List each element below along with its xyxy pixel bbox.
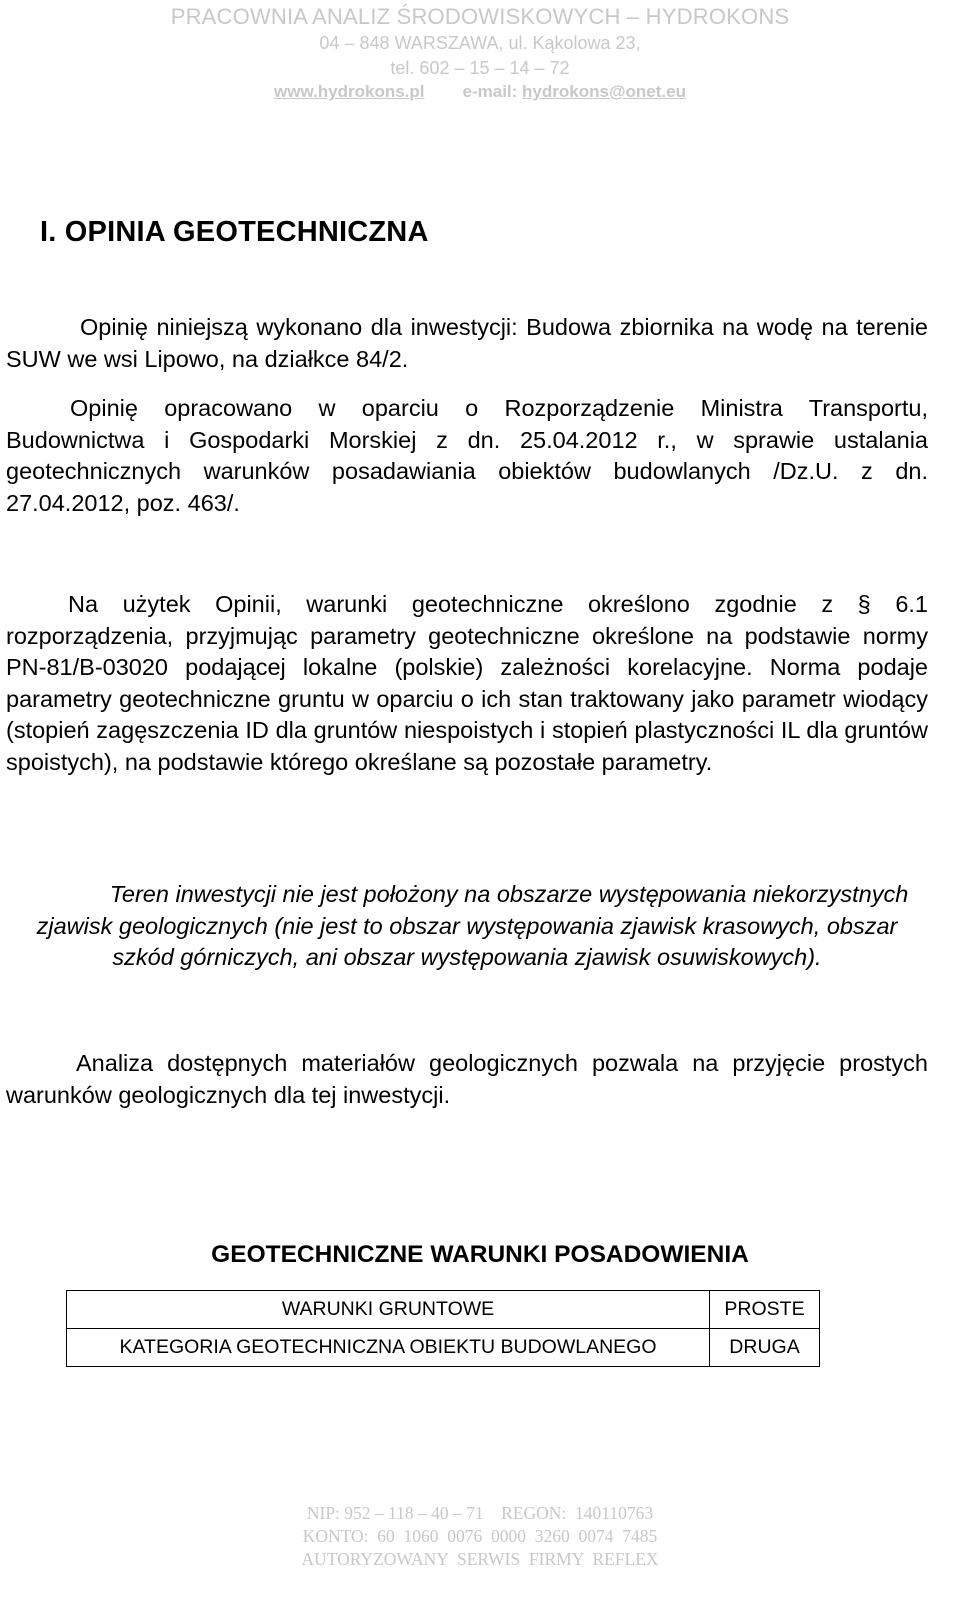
company-phone: tel. 602 – 15 – 14 – 72 bbox=[390, 58, 570, 78]
geotechnical-category-value: DRUGA bbox=[710, 1329, 820, 1367]
investment-paragraph bbox=[6, 312, 928, 375]
footer-authorization: AUTORYZOWANY SERWIS FIRMY REFLEX bbox=[301, 1549, 659, 1569]
conditions-heading: GEOTECHNICZNE WARUNKI POSADOWIENIA bbox=[211, 1241, 749, 1268]
footer-tax-ids: NIP: 952 – 118 – 40 – 71 REGON: 140110763 bbox=[306, 1503, 654, 1523]
regulation-text: Opinię opracowano w oparciu o Rozporządzenie Ministra Transportu, Budownictwa i Gospodarki Morskiej z dn. 25.04.2012 r., w sprawie ustalania geotechnicznych warunków posadawiania obiektów budowlanych /Dz.U. z dn. 27.04.2012, poz. 463/. bbox=[6, 395, 928, 516]
table-row bbox=[67, 1291, 820, 1329]
email-link[interactable]: hydrokons@onet.eu bbox=[522, 82, 686, 101]
hazards-paragraph bbox=[6, 879, 928, 974]
conditions-table bbox=[66, 1290, 820, 1367]
norm-text-a: Na użytek Opinii, warunki geotechniczne określono zgodnie z § 6.1 rozporządzenia, przyjmując parametry geotechniczne określone na podstawie normy PN-81/B-03020 podającej lokalne (polskie) zależności korelacyjne. bbox=[6, 591, 928, 680]
hazards-text: Teren inwestycji nie jest położony na obszarze występowania niekorzystnych zjawisk geologicznych (nie jest to obszar występowania zjawisk krasowych, obszar szkód górniczych, ani obszar występowania zjawisk osuwiskowych). bbox=[36, 881, 909, 970]
geotechnical-category-label: KATEGORIA GEOTECHNICZNA OBIEKTU BUDOWLANEGO bbox=[67, 1329, 710, 1367]
section-heading: I. OPINIA GEOTECHNICZNA bbox=[40, 216, 429, 248]
regulation-paragraph bbox=[6, 393, 928, 519]
soil-conditions-value: PROSTE bbox=[710, 1291, 820, 1329]
investment-text: Opinię niniejszą wykonano dla inwestycji: Budowa zbiornika na wodę na terenie SUW we wsi Lipowo, na działkce 84/2. bbox=[6, 314, 928, 372]
footer-bank-account: KONTO: 60 1060 0076 0000 3260 0074 7485 bbox=[302, 1526, 658, 1546]
analysis-text: Analiza dostępnych materiałów geologicznych pozwala na przyjęcie prostych warunków geologicznych dla tej inwestycji. bbox=[6, 1050, 928, 1108]
email-label: e-mail: bbox=[462, 82, 523, 101]
company-name: PRACOWNIA ANALIZ ŚRODOWISKOWYCH – HYDROKONS bbox=[170, 4, 790, 29]
company-contact-line bbox=[0, 82, 960, 102]
norm-text-b: Norma podaje parametry geotechniczne gruntu w oparciu o ich stan traktowany jako parametr wiodący (stopień zagęszczenia ID dla gruntów niespoistych i stopień plastyczności IL dla gruntów spoistych), na podstawie którego określane są pozostałe parametry. bbox=[6, 654, 929, 775]
soil-conditions-label: WARUNKI GRUNTOWE bbox=[67, 1291, 710, 1329]
analysis-paragraph bbox=[6, 1048, 928, 1111]
website-link[interactable]: www.hydrokons.pl bbox=[274, 82, 425, 101]
norm-paragraph bbox=[6, 589, 928, 778]
table-row bbox=[67, 1329, 820, 1367]
company-address: 04 – 848 WARSZAWA, ul. Kąkolowa 23, bbox=[319, 33, 641, 53]
